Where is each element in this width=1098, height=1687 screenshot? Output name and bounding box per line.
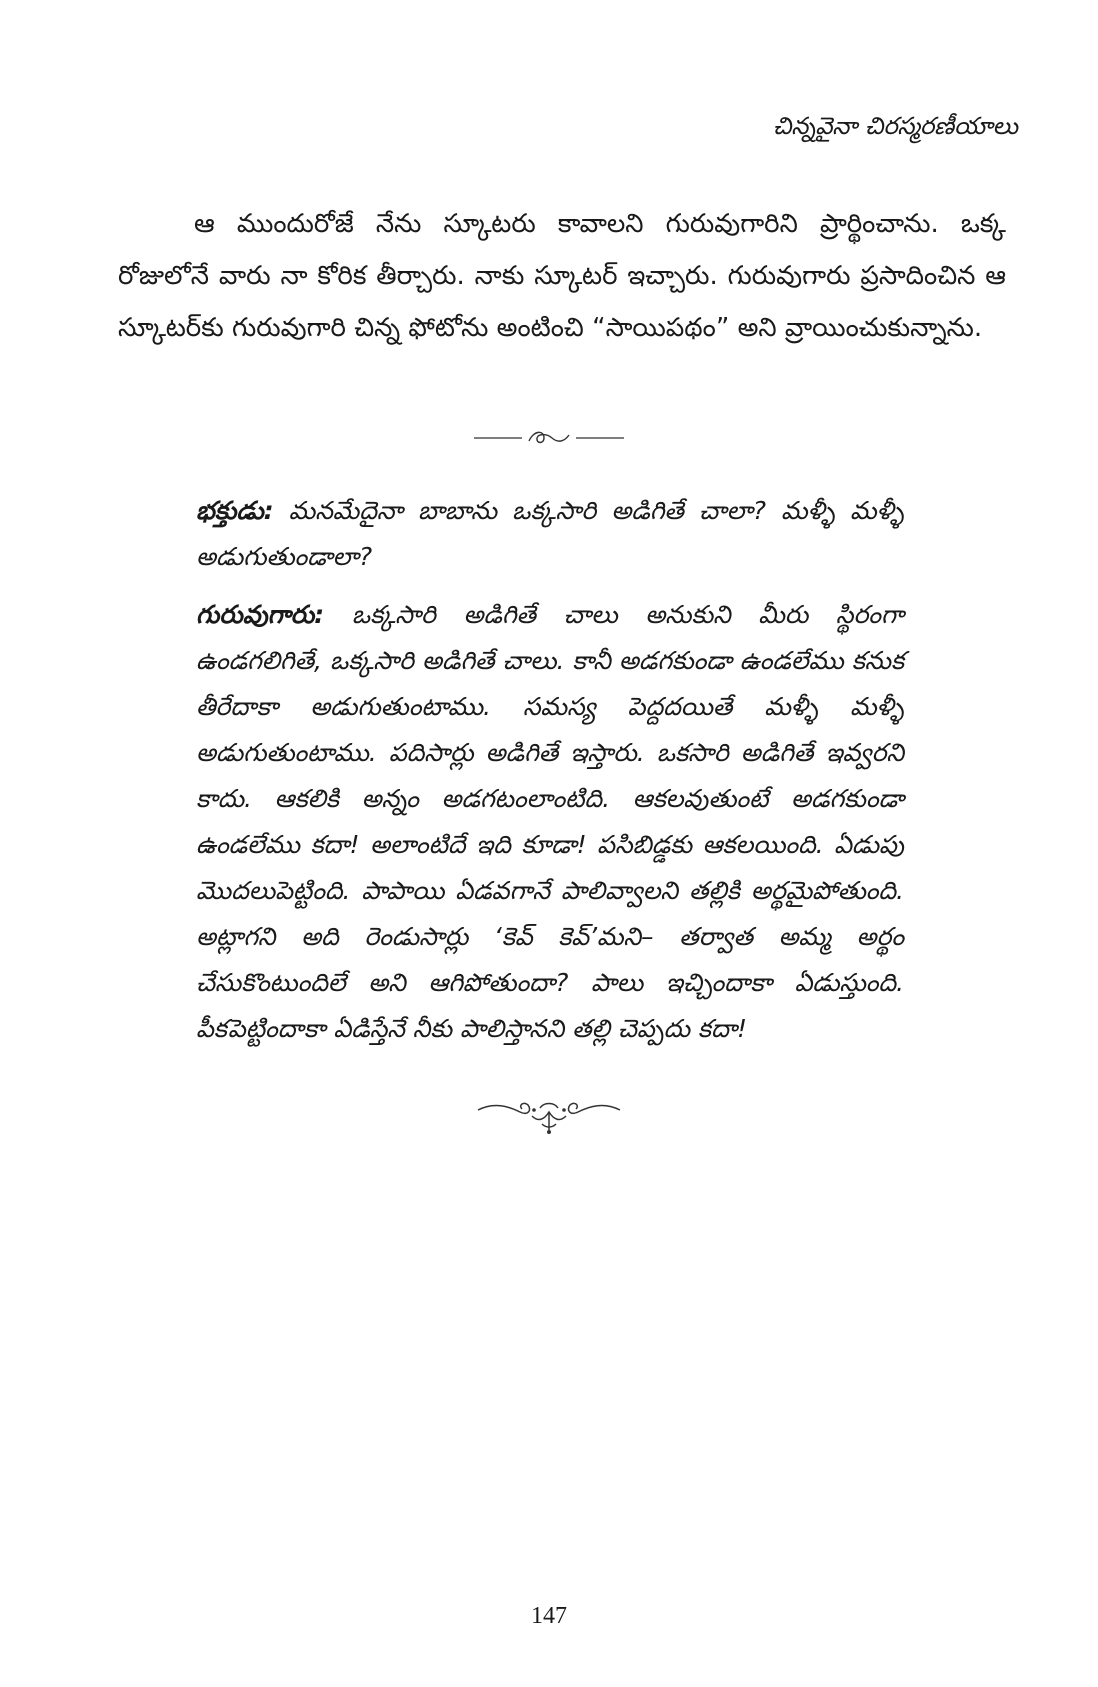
section-divider [0,426,1098,450]
speaker-label: భక్తుడు: [196,496,274,525]
dialogue-text: మనమేదైనా బాబాను ఒక్కసారి అడిగితే చాలా? మళ్ళీ మళ్ళీ అడుగుతుండాలా? [196,496,904,571]
ornament-icon [474,1090,624,1138]
speaker-label: గురువుగారు: [196,600,325,629]
divider-flourish-icon [474,426,624,450]
running-head: చిన్నవైనా చిరస్మరణీయాలు [772,112,1018,140]
intro-paragraph: ఆ ముందురోజే నేను స్కూటరు కావాలని గురువుగారిని ప్రార్థించాను. ఒక్క రోజులోనే వారు నా కోరిక తీర్చారు. నాకు స్కూటర్ ఇచ్చారు. గురువుగారు ప్రసాదించిన ఆ స్కూటర్‌కు గురువుగారి చిన్న ఫోటోను అంటించి “సాయిపథం” అని వ్రాయించుకున్నాను. [118,209,1006,343]
dialogue-entry-devotee [196,488,904,580]
end-ornament [0,1090,1098,1138]
intro-section [118,198,1006,354]
dialogue-text: ఒక్కసారి అడిగితే చాలు అనుకుని మీరు స్థిరంగా ఉండగలిగితే, ఒక్కసారి అడిగితే చాలు. కానీ అడగకుండా ఉండలేము కనుక తీరేదాకా అడుగుతుంటాము. సమస్య పెద్దదయితే మళ్ళీ మళ్ళీ అడుగుతుంటాము. పదిసార్లు అడిగితే ఇస్తారు. ఒకసారి అడిగితే ఇవ్వరని కాదు. ఆకలికి అన్నం అడగటంలాంటిది. ఆకలవుతుంటే అడగకుండా ఉండలేము కదా! అలాంటిదే ఇది కూడా! పసిబిడ్డకు ఆకలయింది. ఏడుపు మొదలుపెట్టింది. పాపాయి ఏడవగానే పాలివ్వాలని తల్లికి అర్థమైపోతుంది. అట్లాగని అది రెండుసార్లు ‘కెవ్ కెవ్’మని– తర్వాత అమ్మ అర్థం చేసుకొంటుందిలే అని ఆగిపోతుందా? పాలు ఇచ్చిందాకా ఏడుస్తుంది. పీకపెట్టిందాకా ఏడిస్తేనే నీకు పాలిస్తానని తల్లి చెప్పదు కదా! [196,600,904,1043]
page-number: 147 [531,1603,567,1629]
dialogue-entry-guru [196,592,904,1052]
dialogue-section [196,488,904,1064]
